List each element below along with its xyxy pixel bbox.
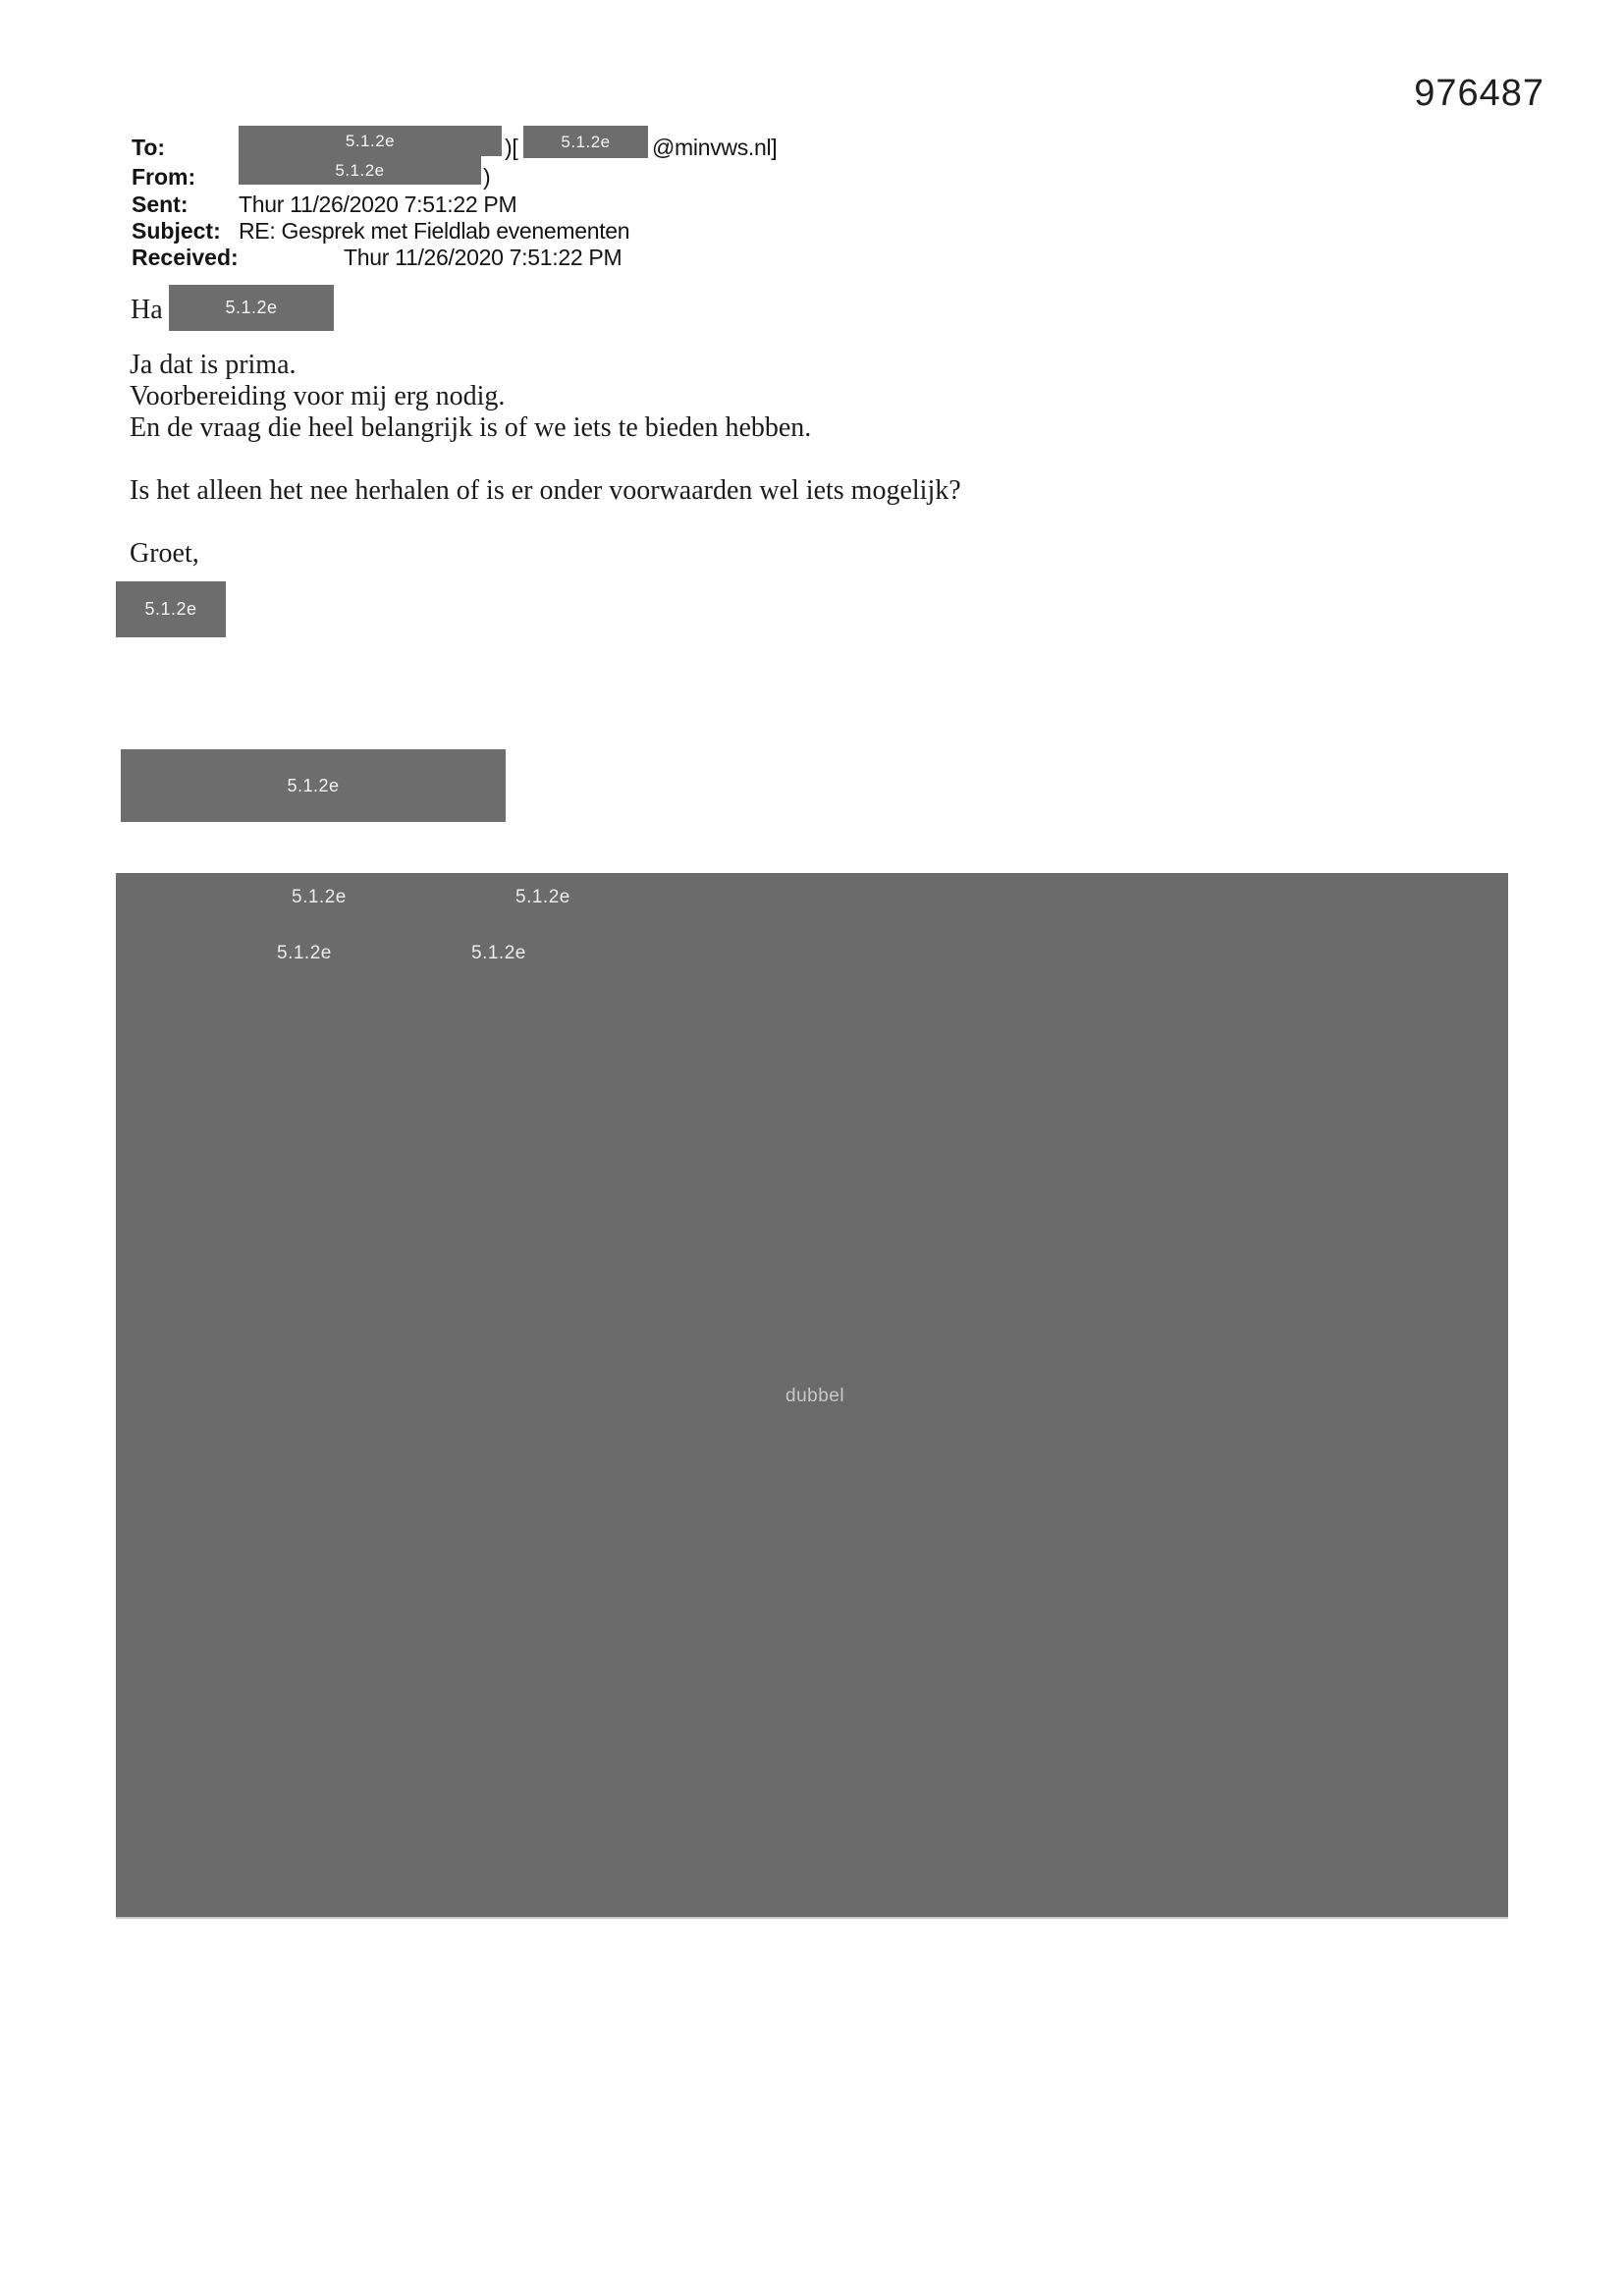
from-paren: ) [483,164,491,190]
to-email-redaction-code: 5.1.2e [561,132,611,151]
from-label: From: [132,164,196,190]
to-email-redaction-box [523,126,648,158]
body-line: Ja dat is prima. [130,350,297,380]
signature-redaction-code: 5.1.2e [144,599,197,619]
to-separator: )[ [505,135,518,160]
duplicate-content-redaction-block [116,873,1508,1917]
block-redaction-code: 5.1.2e [277,943,332,963]
document-id-stamp: 976487 [1414,73,1544,114]
to-name-redaction-box [239,126,502,156]
to-label: To: [132,135,166,160]
footer-redaction-box [121,749,506,822]
from-redaction-box [239,156,481,185]
body-line: Voorbereiding voor mij erg nodig. [130,381,506,411]
footer-redaction-code: 5.1.2e [287,775,340,795]
from-redaction-code: 5.1.2e [335,160,385,180]
received-value: Thur 11/26/2020 7:51:22 PM [344,245,623,270]
sent-value: Thur 11/26/2020 7:51:22 PM [239,191,517,217]
received-label: Received: [132,245,239,270]
to-name-redaction-code: 5.1.2e [345,131,396,150]
dubbel-watermark: dubbel [785,1386,845,1406]
greeting-name-redaction-code: 5.1.2e [225,298,278,317]
greeting-name-redaction-box [169,285,334,331]
to-email-domain: @minvws.nl] [652,135,778,160]
body-line: En de vraag die heel belangrijk is of we iets te bieden hebben. [130,412,812,443]
body-line-blank [130,507,1308,538]
email-body [130,350,1308,570]
body-line-blank [130,444,1308,475]
subject-label: Subject: [132,218,221,244]
body-line-closing: Groet, [130,538,199,569]
block-redaction-code: 5.1.2e [292,887,347,907]
subject-value: RE: Gesprek met Fieldlab evenementen [239,218,630,244]
sent-label: Sent: [132,191,189,217]
body-line: Is het alleen het nee herhalen of is er onder voorwaarden wel iets mogelijk? [130,475,961,506]
greeting-text: Ha [131,295,163,325]
block-redaction-code: 5.1.2e [471,943,526,963]
signature-redaction-box [116,581,226,637]
block-redaction-code: 5.1.2e [515,887,570,907]
